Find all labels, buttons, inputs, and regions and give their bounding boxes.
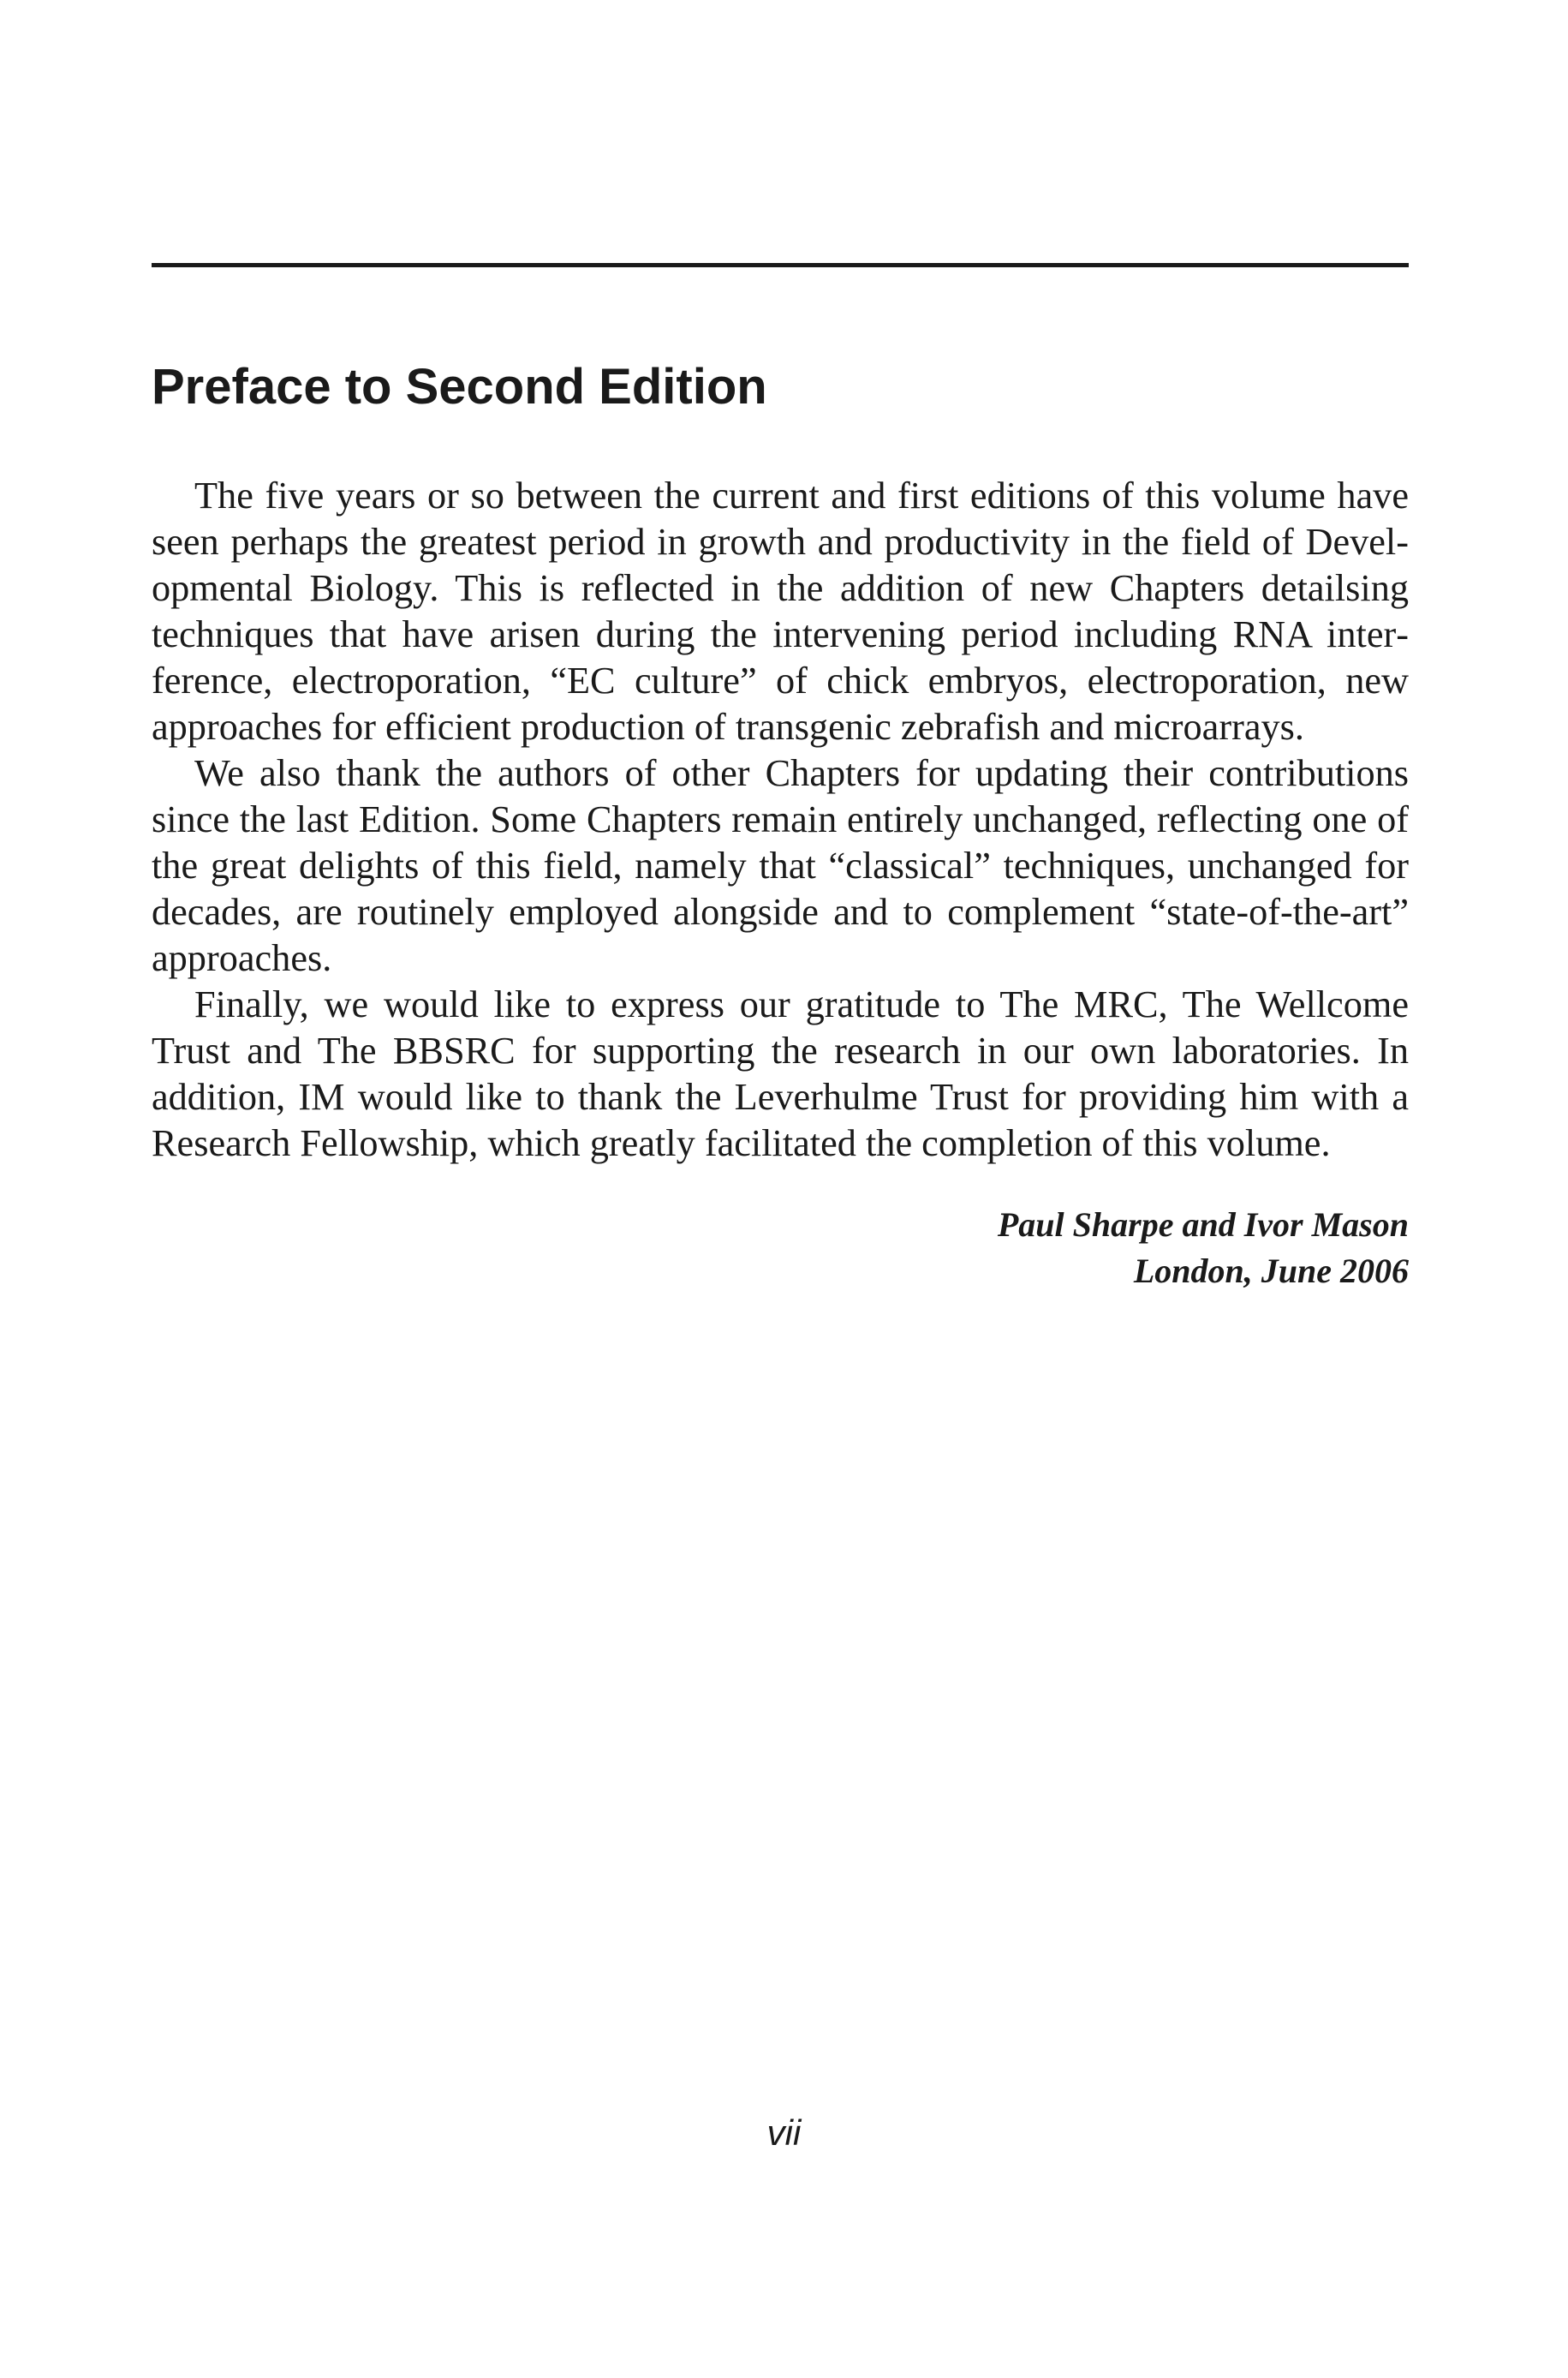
- paragraph-1: The five years or so between the current and first editions of this volume have seen perhaps the greatest period in growth and productivity in the field of Developmental Biology. This is reflected in the addition of new Chapters detailsing techniques that have arisen during the intervening period including RNA interference, electroporation, “EC culture” of chick embryos, electroporation, new approaches for efficient production of transgenic zebrafish and microarrays.: [152, 475, 1409, 748]
- paragraph-2: We also thank the authors of other Chapters for updating their contributions since the last Edition. Some Chapters remain entirely unchanged, reflecting one of the great delights of this field, namely that “classical” techniques, unchanged for decades, are routinely employed alongside and to complement “state-of-the-art” approaches.: [152, 752, 1409, 979]
- preface-body: [152, 473, 1409, 1167]
- paragraph-3: Finally, we would like to express our gratitude to The MRC, The Wellcome Trust and The BBSRC for supporting the research in our own laboratories. In addition, IM would like to thank the Leverhulme Trust for providing him with a Research Fellowship, which greatly facilitated the completion of this volume.: [152, 983, 1409, 1164]
- signature-place-date: London, June 2006: [1133, 1252, 1409, 1290]
- header-rule: [152, 263, 1409, 267]
- signature-block: [771, 1202, 1409, 1294]
- page-title: Preface to Second Edition: [152, 359, 767, 415]
- page-number: vii: [766, 2112, 802, 2153]
- signature-authors: Paul Sharpe and Ivor Mason: [997, 1205, 1409, 1244]
